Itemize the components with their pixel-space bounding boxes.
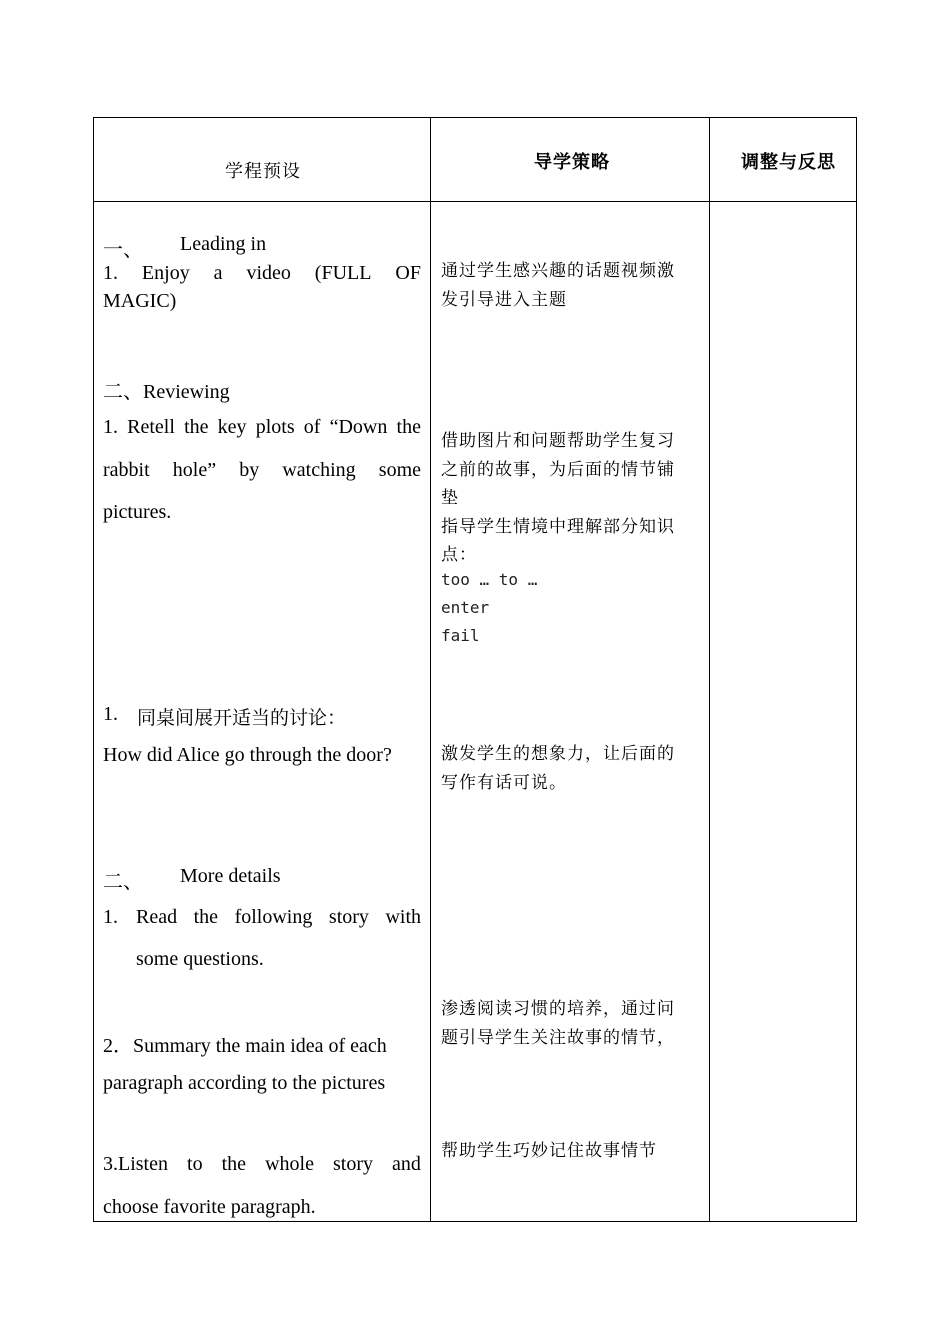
word: rabbit	[103, 459, 150, 481]
section2-heading: 二、Reviewing	[103, 381, 230, 403]
word: hole”	[172, 459, 217, 481]
word: story	[333, 1153, 374, 1175]
word: plots	[255, 416, 295, 438]
section1-number: 一、	[103, 239, 143, 261]
strategy5-line1: 帮助学生巧妙记住故事情节	[441, 1141, 657, 1161]
table-border-left	[93, 117, 94, 1222]
word: 1.	[103, 262, 118, 284]
word: Retell	[127, 416, 175, 438]
strategy1-line2: 发引导进入主题	[441, 290, 567, 310]
strategy4-line2: 题引导学生关注故事的情节，	[441, 1028, 675, 1048]
section3-item3-line2: choose favorite paragraph.	[103, 1196, 316, 1218]
header-divider	[93, 201, 857, 202]
column-divider-2	[709, 117, 710, 1222]
word: the	[221, 1153, 247, 1175]
word: Enjoy	[141, 262, 190, 284]
word: video	[246, 262, 291, 284]
word: 3.Listen	[103, 1153, 168, 1175]
section3-item3-line1	[103, 1153, 421, 1176]
column-divider-1	[430, 117, 431, 1222]
section3-number: 二、	[103, 871, 143, 893]
word: to	[187, 1153, 203, 1175]
word: key	[217, 416, 247, 438]
header-guidance-strategy: 导学策略	[534, 152, 610, 173]
section3-heading: More details	[180, 865, 281, 887]
section2-item1-line2	[103, 459, 421, 482]
strategy2-line3: 垫	[441, 488, 459, 508]
word: with	[385, 906, 421, 928]
word: by	[239, 459, 260, 481]
word: and	[392, 1153, 421, 1175]
section2-item2-question: How did Alice go through the door?	[103, 744, 392, 766]
word: the	[396, 416, 421, 438]
word: OF	[395, 262, 421, 284]
table-border-bottom	[93, 1221, 857, 1222]
strategy2-word-fail: fail	[441, 626, 480, 645]
strategy3-line2: 写作有话可说。	[441, 773, 567, 793]
strategy1-line1: 通过学生感兴趣的话题视频激	[441, 261, 675, 281]
word: the	[193, 906, 219, 928]
section3-item2-line1: 2．Summary the main idea of each	[103, 1035, 387, 1057]
section2-item1-line3: pictures.	[103, 501, 172, 523]
strategy3-line1: 激发学生的想象力，让后面的	[441, 744, 675, 764]
word: a	[213, 262, 223, 284]
table-border-right	[856, 117, 857, 1222]
strategy2-line5: 点：	[441, 545, 477, 565]
section2-item1-line1	[103, 416, 421, 439]
strategy4-line1: 渗透阅读习惯的培养，通过问	[441, 999, 675, 1019]
word: whole	[265, 1153, 314, 1175]
word: following	[234, 906, 313, 928]
section3-item2-line2: paragraph according to the pictures	[103, 1072, 386, 1094]
word: of	[303, 416, 321, 438]
strategy2-line2: 之前的故事，为后面的情节铺	[441, 460, 675, 480]
section1-item1-line1	[103, 262, 421, 285]
strategy2-line1: 借助图片和问题帮助学生复习	[441, 431, 675, 451]
section3-item1-line2: some questions.	[136, 948, 264, 970]
section3-item1-number: 1.	[103, 906, 118, 928]
strategy2-phrase-too-to: too … to …	[441, 570, 538, 589]
word: Read	[136, 906, 178, 928]
word: (FULL	[314, 262, 372, 284]
section1-item1-line2: MAGIC)	[103, 290, 177, 312]
section2-item2-discussion: 同桌间展开适当的讨论：	[137, 707, 347, 729]
section2-item2-number: 1.	[103, 703, 118, 725]
word: 1.	[103, 416, 118, 438]
word: some	[378, 459, 421, 481]
table-border-top	[93, 117, 857, 118]
word: the	[184, 416, 209, 438]
word: “Down	[329, 416, 388, 438]
header-learning-process: 学程预设	[225, 161, 301, 182]
word: story	[328, 906, 369, 928]
word: watching	[282, 459, 356, 481]
strategy2-word-enter: enter	[441, 598, 490, 617]
header-adjustment-reflection: 调整与反思	[741, 152, 836, 173]
section1-heading: Leading in	[180, 233, 267, 255]
section3-item1-line1	[136, 906, 421, 929]
strategy2-line4: 指导学生情境中理解部分知识	[441, 517, 675, 537]
